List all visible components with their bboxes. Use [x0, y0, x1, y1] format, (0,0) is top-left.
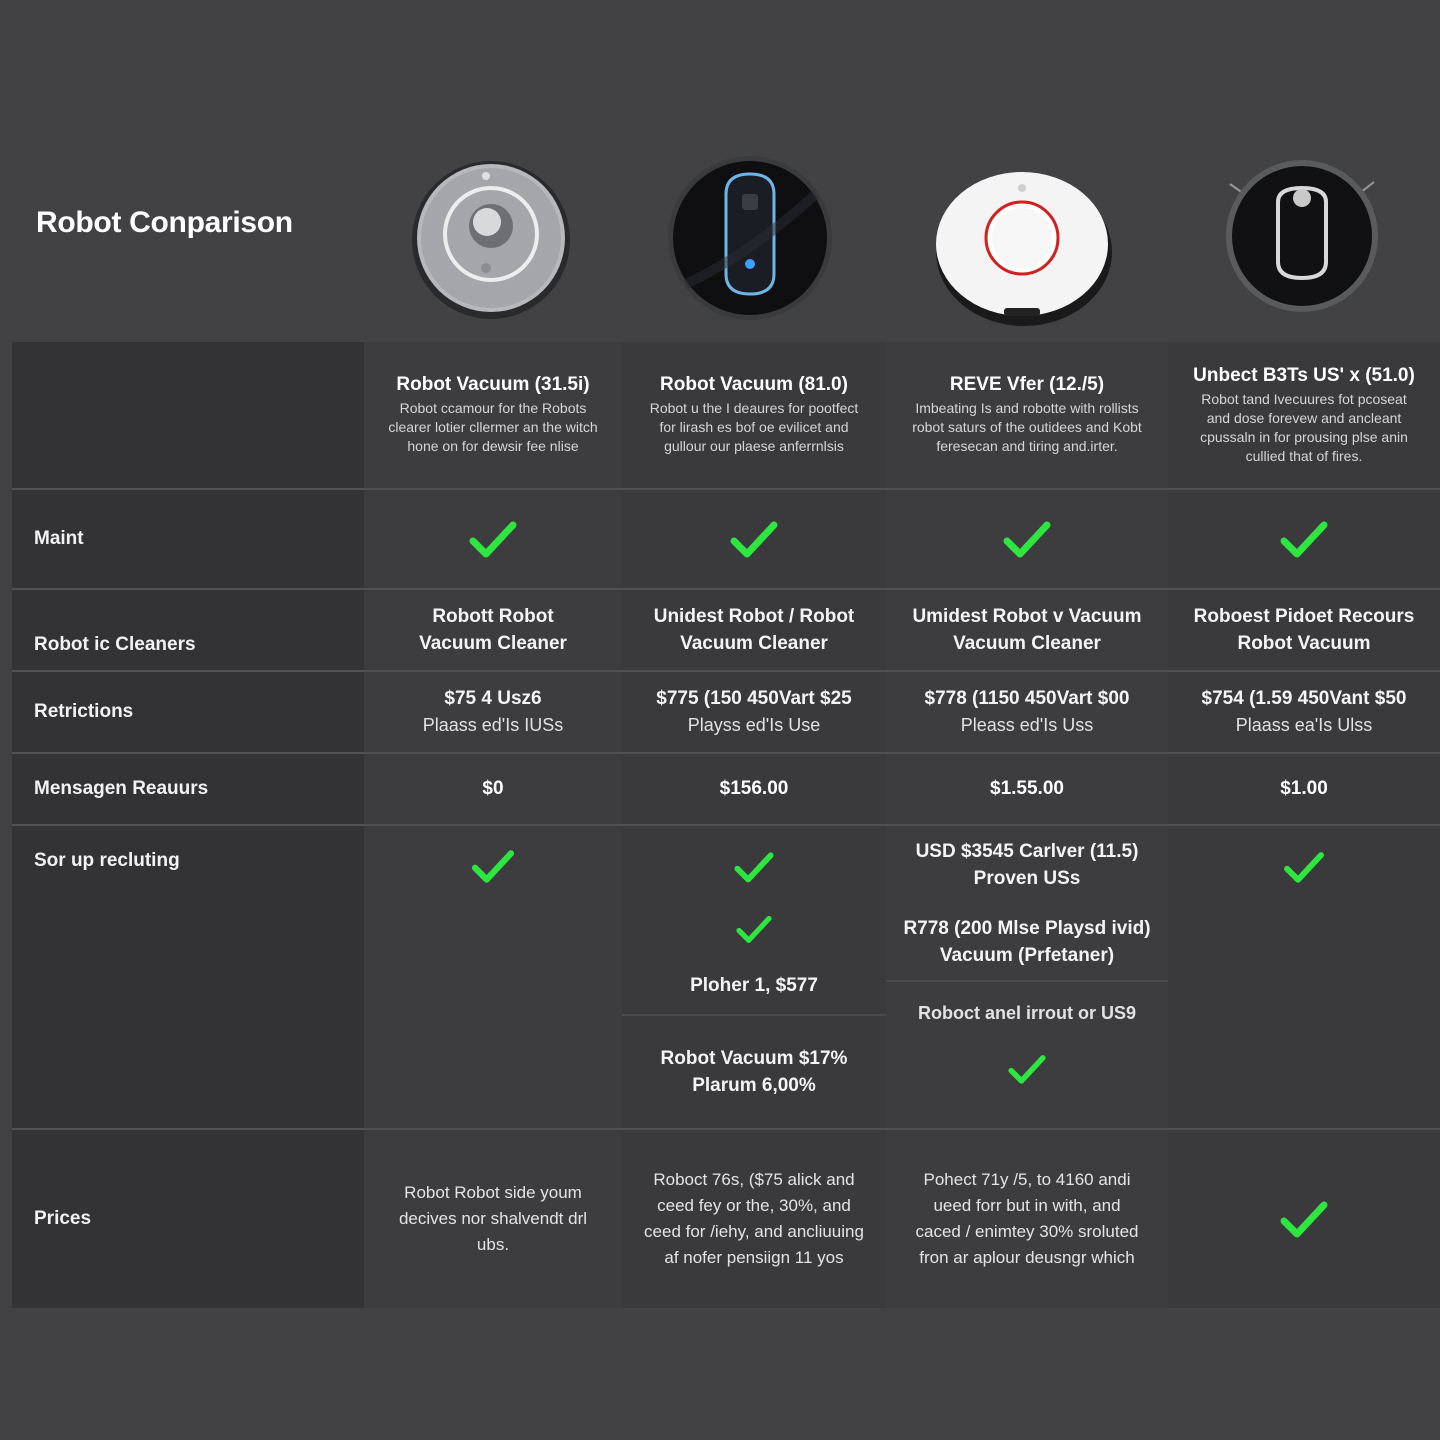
setup-value: Robot Vacuum $17% Plarum 6,00% [660, 1048, 848, 1096]
product-description: Robot tand Ivecuures fot pcoseat and dose forevew and ancleant cpussaln in for prousing plse anin cullied that of fires. [1200, 390, 1408, 464]
row-label-cleaners: Robot ic Cleaners [12, 590, 364, 670]
restriction-price: $75 4 Usz6 [444, 688, 542, 709]
check-icon [469, 519, 517, 559]
check-icon [1283, 850, 1325, 884]
product-description: Imbeating Is and robotte with rollists robot saturs of the outidees and Kobt feresecan and tiring and.irter. [912, 400, 1142, 454]
check-icon [1003, 519, 1051, 559]
product-name: Robot Vacuum (31.5i) [396, 374, 590, 395]
header-spacer [12, 342, 364, 488]
cleaner-value: Roboest Pidoet Recours Robot Vacuum [1193, 606, 1415, 654]
row-label-maint: Maint [12, 490, 364, 588]
restriction-note: Playss ed'Is Use [687, 715, 821, 735]
cleaner-value: Umidest Robot v Vacuum Vacuum Cleaner [912, 606, 1142, 654]
product-description: Robot ccamour for the Robots clearer lotier cllermer an the witch hone on for dewsir fee nlise [388, 400, 598, 454]
restriction-price: $754 (1.59 450Vant $50 [1201, 688, 1407, 709]
page-title: Robot Conparison [36, 206, 293, 239]
setup-value: Roboct anel irrout or US9 [917, 1003, 1137, 1023]
row-label-restrictions: Retrictions [12, 672, 364, 752]
message-value: $0 [482, 778, 504, 799]
check-icon [1280, 1199, 1328, 1239]
check-icon [730, 519, 778, 559]
row-label-setup: Sor up recluting [12, 826, 364, 1128]
restriction-note: Pleass ed'Is Uss [960, 715, 1094, 735]
product-name: REVE Vfer (12./5) [949, 374, 1105, 395]
check-icon [471, 848, 515, 884]
restriction-price: $778 (1150 450Vart $00 [924, 688, 1130, 709]
check-icon [1280, 519, 1328, 559]
product-image-2 [666, 154, 834, 322]
message-value: $1.00 [1280, 778, 1328, 799]
product-name: Unbect B3Ts US' x (51.0) [1193, 364, 1415, 386]
cleaner-value: Unidest Robot / Robot Vacuum Cleaner [653, 606, 855, 654]
product-image-1 [410, 158, 572, 322]
product-card-1 [364, 342, 622, 488]
check-icon [1008, 1053, 1046, 1085]
setup-value: USD $3545 Carlver (11.5) Proven USs [915, 841, 1139, 889]
product-image-3 [934, 170, 1114, 326]
price-description: Pohect 71y /5, to 4160 andi ueed forr but in with, and caced / enimtey 30% sroluted fron ar aplour deusngr which [915, 1170, 1139, 1267]
restriction-note: Plaass ea'Is Ulss [1235, 715, 1373, 735]
setup-value: R778 (200 Mlse Playsd ivid) Vacuum (Prfetaner) [903, 918, 1151, 966]
price-description: Roboct 76s, ($75 alick and ceed fey or the, 30%, and ceed for /iehy, and ancliuuing af nofer pensiign 11 yos [644, 1170, 864, 1267]
product-card-3 [886, 342, 1168, 488]
product-image-4 [1220, 154, 1386, 316]
check-icon [736, 914, 772, 944]
product-card-4 [1168, 342, 1440, 488]
product-description: Robot u the I deaures for pootfect for lirash es bof oe evilicet and gullour our plaese anferrnlsis [649, 400, 859, 454]
product-card-2 [622, 342, 886, 488]
setup-value: Ploher 1, $577 [690, 974, 818, 996]
row-label-prices: Prices [12, 1130, 364, 1308]
product-name: Robot Vacuum (81.0) [660, 374, 848, 395]
restriction-price: $775 (150 450Vart $25 [656, 688, 852, 709]
check-icon [734, 850, 774, 884]
row-label-message: Mensagen Reauurs [12, 754, 364, 824]
restriction-note: Plaass ed'Is IUSs [422, 715, 564, 735]
cleaner-value: Robott Robot Vacuum Cleaner [419, 606, 567, 654]
message-value: $156.00 [719, 778, 789, 799]
price-description: Robot Robot side youm decives nor shalvendt drl ubs. [398, 1183, 588, 1254]
message-value: $1.55.00 [990, 778, 1064, 799]
